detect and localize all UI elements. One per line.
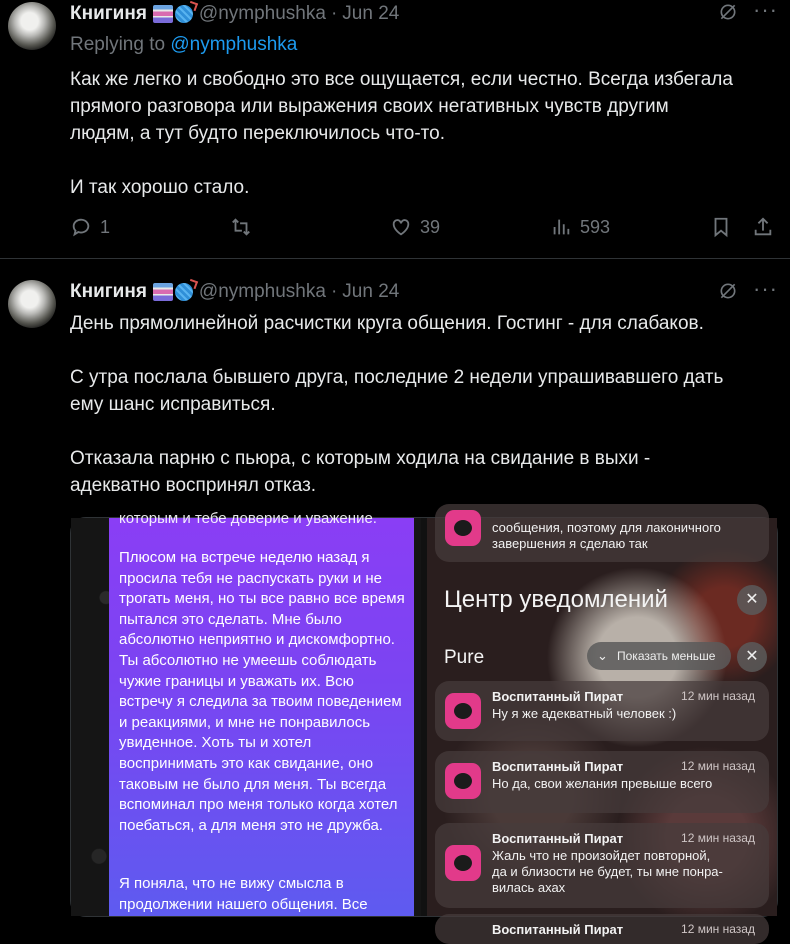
close-icon: ✕ [737, 642, 767, 672]
notification-body: Жаль что не произойдет повторной, да и близости не будет, ты мне понра- вилась ахах [492, 848, 723, 895]
message-cut-line: которым и тебе доверие и уважение. [119, 510, 377, 527]
notification-time: 12 мин назад [681, 759, 755, 773]
tweet-text: День прямолинейной расчистки круга общения. Гостинг - для слабаков. С утра послала бывшего друга, последние 2 недели упрашивавшего дать ему шанс исправиться. Отказала парню с пьюра, с которым ходила на свидание в выхи - адекватно воспринял отказ. [70, 313, 724, 496]
separator: · [330, 3, 338, 24]
notification-card [435, 914, 769, 944]
notification-body: Но да, свои желания превыше всего [492, 776, 713, 791]
close-icon: ✕ [737, 585, 767, 615]
notification-card [435, 751, 769, 813]
views-icon [550, 216, 572, 238]
views-button[interactable] [550, 216, 610, 238]
notification-time: 12 мин назад [681, 689, 755, 703]
pure-app-icon [445, 763, 481, 799]
like-icon [390, 216, 412, 238]
tweet-header [70, 2, 780, 26]
notification-card-top [435, 504, 769, 562]
mention-link[interactable]: @nymphushka [170, 34, 298, 55]
reply-button[interactable] [70, 216, 110, 238]
view-count: 593 [580, 216, 611, 237]
pure-app-icon [445, 693, 481, 729]
pure-app-icon [445, 845, 481, 881]
notification-body: Ну я же адекватный человек :) [492, 706, 677, 721]
chat-screenshot [71, 510, 421, 916]
reply-count: 1 [100, 216, 111, 237]
notification-title: Воспитанный Пират [492, 759, 624, 774]
author-name[interactable]: Книгиня [70, 3, 147, 24]
tweet-media-image[interactable] [70, 510, 778, 937]
share-button[interactable] [752, 216, 774, 238]
grok-icon[interactable] [718, 2, 738, 22]
tweet-1[interactable] [0, 0, 790, 259]
notification-card [435, 823, 769, 908]
avatar[interactable] [8, 2, 56, 50]
tweet-header [70, 276, 780, 304]
message-paragraph-2: Я поняла, что не вижу смысла в продолжении нашего общения. Все [119, 875, 368, 913]
notification-card [435, 681, 769, 741]
message-bubble [109, 510, 414, 916]
tweet-date[interactable]: Jun 24 [342, 3, 400, 24]
notification-time: 12 мин назад [681, 831, 755, 845]
notification-center-screenshot [427, 518, 777, 937]
bookmark-icon [710, 216, 732, 238]
replying-to [70, 34, 297, 56]
app-group-label: Pure [444, 647, 485, 668]
bookmark-button[interactable] [710, 216, 732, 238]
name-emoji [153, 5, 193, 23]
replying-prefix: Replying to [70, 34, 166, 55]
chevron-down-icon: ⌄ [597, 648, 608, 663]
notification-body: сообщения, поэтому для лаконичного завершения я сделаю так [492, 520, 721, 551]
like-count: 39 [420, 216, 441, 237]
notification-title: Воспитанный Пират [492, 922, 624, 937]
more-options-button[interactable]: ··· [753, 276, 778, 301]
yarn-emoji-icon [175, 283, 193, 301]
separator: · [330, 281, 338, 302]
author-name[interactable]: Книгиня [70, 281, 147, 302]
message-paragraph-1: Плюсом на встрече неделю назад я просила тебя не распускать руки и не трогать меня, но ты все равно все время пытался это сделать. Мне было абсолютно неприятно и дискомфортно. Ты абсолютно не умеешь соблюдать чужие границы и уважать их. Всю встречу я следила за твоим поведением и реакциями, и мне не понравилось увиденное. Хоть ты и хотел воспринимать это как свидание, оно таковым не было для меня. Ты всегда вспоминал про меня только когда хотел поебаться, а для меня это не дружба. [119, 549, 405, 834]
books-emoji-icon [153, 5, 173, 23]
tweet-actions [70, 216, 780, 246]
notification-center-title: Центр уведомлений [444, 586, 668, 613]
books-emoji-icon [153, 283, 173, 301]
author-handle[interactable]: @nymphushka [198, 281, 326, 302]
show-less-label: Показать меньше [617, 649, 716, 663]
yarn-emoji-icon [175, 5, 193, 23]
avatar[interactable] [8, 280, 56, 328]
author-handle[interactable]: @nymphushka [198, 3, 326, 24]
tweet-text: Как же легко и свободно это все ощущается, если честно. Всегда избегала прямого разговора или выражения своих негативных чувств другим людям, а тут будто переключилось что-то. И так хорошо стало. [70, 69, 733, 198]
retweet-button[interactable] [230, 216, 260, 238]
more-options-button[interactable]: ··· [753, 0, 778, 22]
grok-icon[interactable] [718, 281, 738, 301]
pure-app-icon [445, 510, 481, 546]
name-emoji [153, 283, 193, 301]
retweet-icon [230, 216, 252, 238]
notification-title: Воспитанный Пират [492, 689, 624, 704]
share-icon [752, 216, 774, 238]
show-less-button [587, 642, 731, 670]
tweet-date[interactable]: Jun 24 [342, 281, 400, 302]
tweet-2[interactable] [0, 259, 790, 937]
reply-icon [70, 216, 92, 238]
notification-title: Воспитанный Пират [492, 831, 624, 846]
notification-time: 12 мин назад [681, 922, 755, 936]
like-button[interactable] [390, 216, 440, 238]
